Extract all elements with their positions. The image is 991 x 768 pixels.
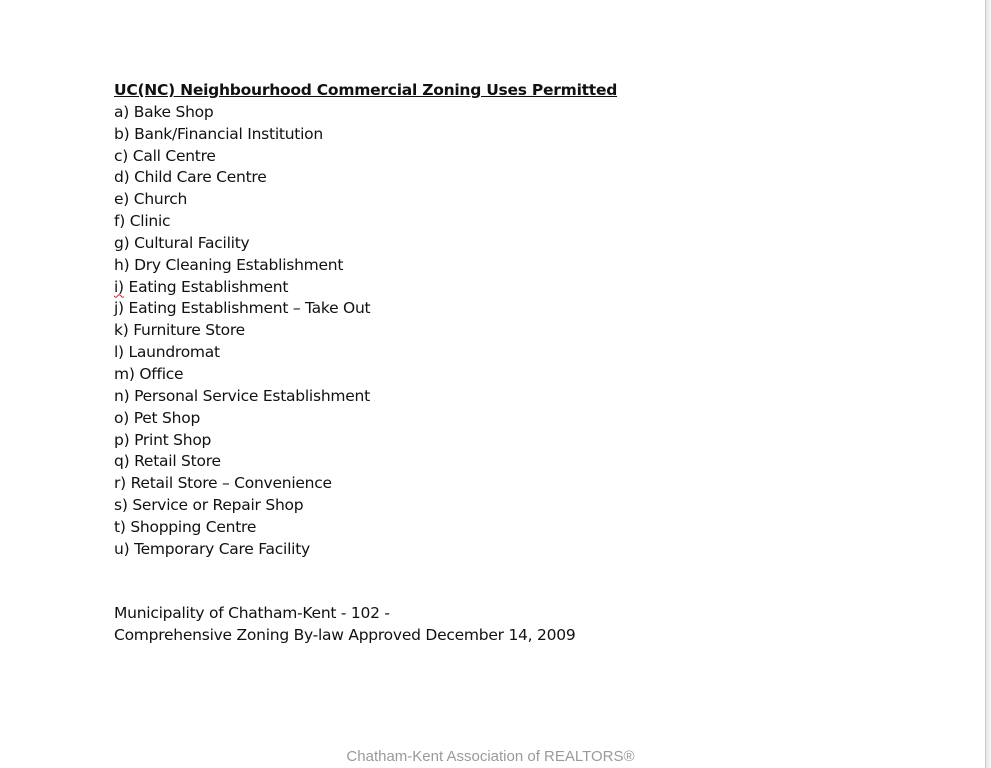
item-letter: a) (114, 102, 130, 121)
item-letter: d) (114, 168, 130, 187)
item-letter: j) (114, 299, 124, 318)
document-footer (114, 603, 575, 647)
item-letter: c) (114, 146, 129, 165)
item-letter: g) (114, 233, 130, 252)
item-name: Church (133, 190, 188, 209)
item-letter: m) (114, 364, 135, 383)
list-item (114, 146, 617, 168)
list-item (114, 451, 617, 473)
item-letter: t) (114, 517, 126, 536)
item-letter: b) (114, 124, 130, 143)
item-letter: h) (114, 255, 130, 274)
footer-bylaw: Comprehensive Zoning By-law Approved December 14, 2009 (114, 625, 576, 644)
item-name: Bake Shop (133, 102, 214, 121)
list-item (114, 495, 617, 517)
item-letter: r) (114, 474, 126, 493)
item-name: Eating Establishment (128, 277, 289, 296)
list-item (114, 189, 617, 211)
item-name: Clinic (129, 212, 171, 231)
item-name: Temporary Care Facility (134, 539, 310, 558)
list-item (114, 386, 617, 408)
list-item (114, 364, 617, 386)
item-name: Bank/Financial Institution (134, 124, 323, 143)
document-content (114, 80, 617, 561)
item-name: Retail Store – Convenience (130, 474, 332, 493)
item-name: Furniture Store (133, 321, 245, 340)
list-item (114, 298, 617, 320)
page-title: UC(NC) Neighbourhood Commercial Zoning Uses Permitted (114, 81, 618, 99)
item-name: Cultural Facility (134, 233, 250, 252)
item-letter: p) (114, 430, 130, 449)
item-name: Personal Service Establishment (134, 386, 370, 405)
list-item (114, 320, 617, 342)
list-item (114, 430, 617, 452)
list-item (114, 124, 617, 146)
item-letter: l) (114, 343, 124, 362)
item-name: Laundromat (128, 343, 220, 362)
item-letter: e) (114, 190, 130, 209)
item-name: Call Centre (132, 146, 216, 165)
list-item (114, 102, 617, 124)
item-name: Pet Shop (133, 408, 201, 427)
item-name: Eating Establishment – Take Out (128, 299, 371, 318)
item-name: Shopping Centre (130, 517, 257, 536)
page-edge-shadow (986, 0, 991, 768)
item-letter: o) (114, 408, 130, 427)
list-item (114, 211, 617, 233)
item-name: Print Shop (134, 430, 212, 449)
list-item (114, 539, 617, 561)
list-item (114, 233, 617, 255)
footer-municipality: Municipality of Chatham-Kent - 102 - (114, 604, 390, 622)
list-item (114, 473, 617, 495)
item-letter: i) (114, 277, 124, 296)
list-item (114, 255, 617, 277)
list-item (114, 277, 617, 299)
watermark: Chatham-Kent Association of REALTORS® (346, 748, 635, 765)
item-name: Office (139, 364, 184, 383)
item-letter: q) (114, 452, 130, 471)
item-letter: k) (114, 321, 129, 340)
item-name: Child Care Centre (134, 168, 267, 187)
item-letter: u) (114, 539, 130, 558)
list-item (114, 342, 617, 364)
list-item (114, 408, 617, 430)
list-item (114, 167, 617, 189)
item-letter: s) (114, 496, 128, 515)
item-letter: n) (114, 386, 130, 405)
item-name: Retail Store (134, 452, 221, 471)
list-item (114, 517, 617, 539)
item-name: Dry Cleaning Establishment (134, 255, 344, 274)
item-name: Service or Repair Shop (132, 496, 304, 515)
item-letter: f) (114, 212, 126, 231)
